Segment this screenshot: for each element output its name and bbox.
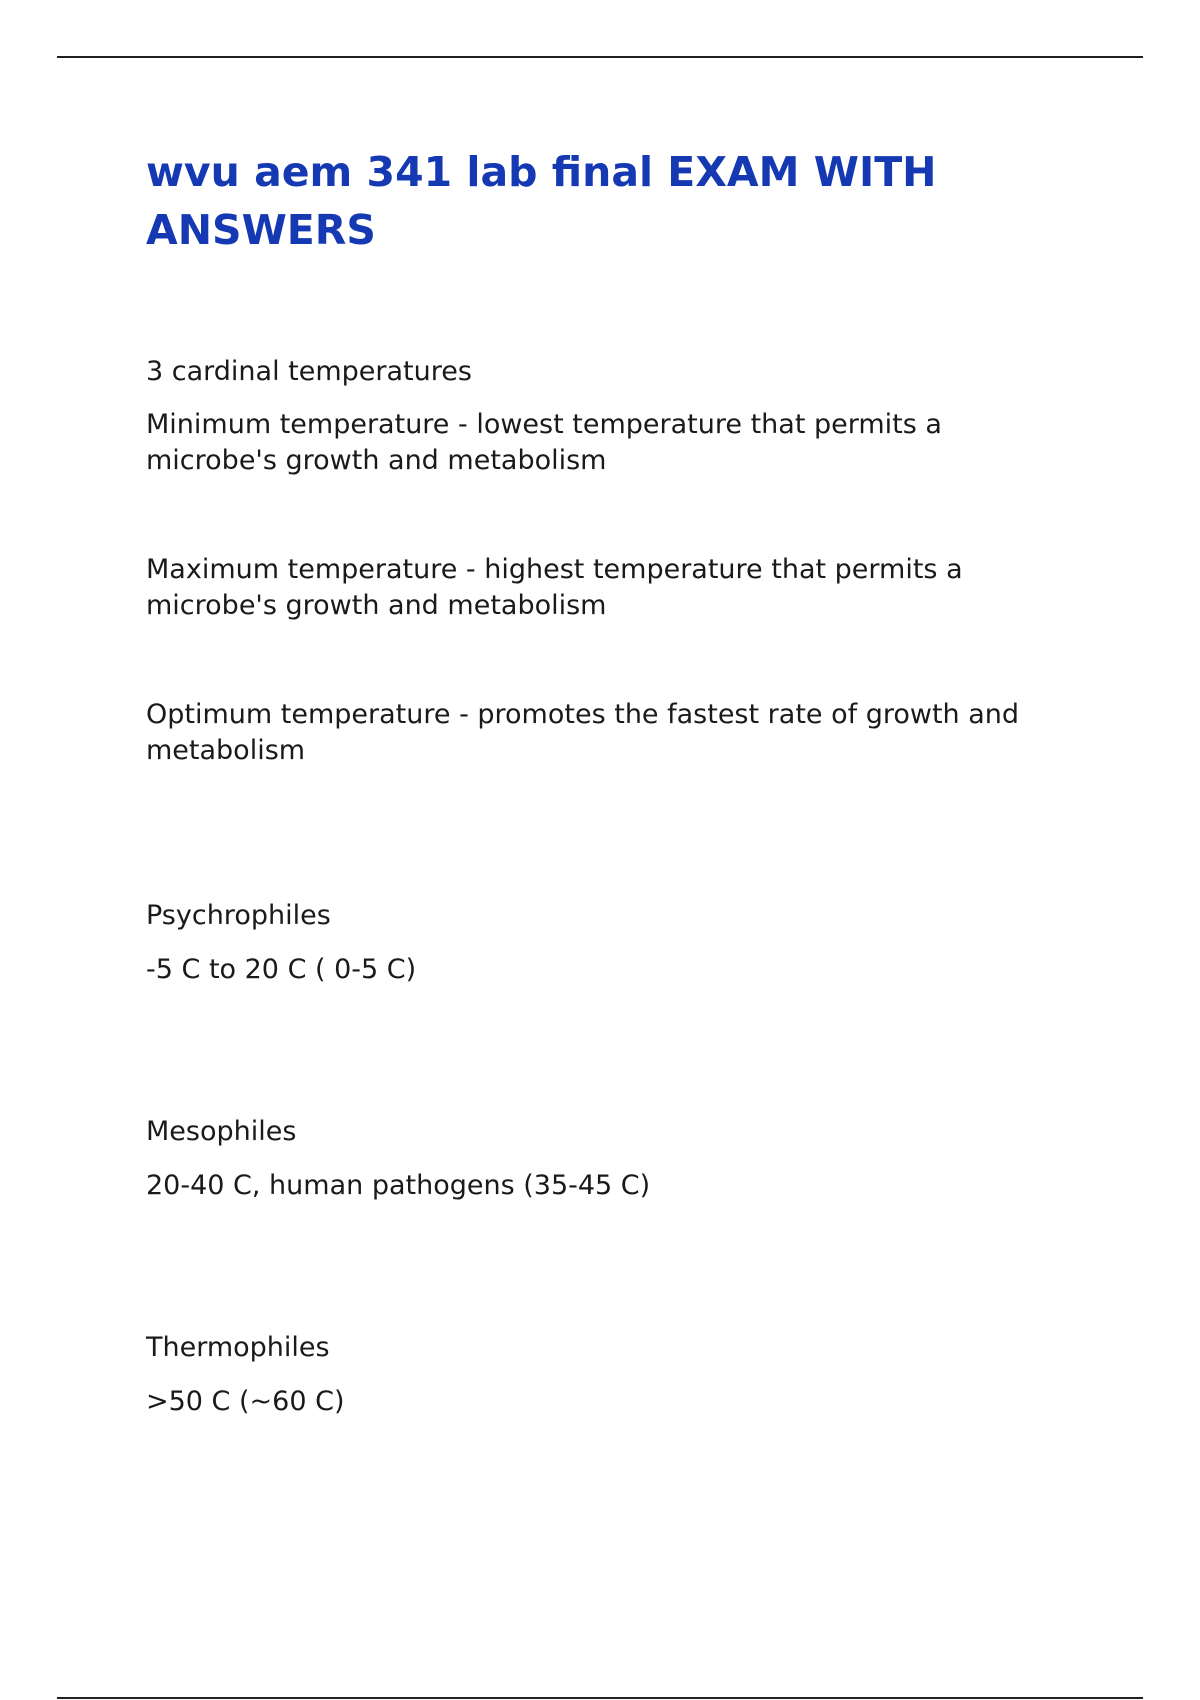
definition-paragraph-optimum [146,697,1086,769]
page-title: wvu aem 341 lab final EXAM WITH ANSWERS [146,148,937,254]
definition-line: Maximum temperature - highest temperature that permits a [146,554,963,585]
qa-item-mesophiles [146,1114,1086,1204]
qa-definition: 20-40 C, human pathogens (35-45 C) [146,1170,651,1201]
qa-definition: -5 C to 20 C ( 0-5 C) [146,954,417,985]
qa-term: Thermophiles [146,1332,330,1363]
qa-term: Psychrophiles [146,900,331,931]
definition-line: Optimum temperature - promotes the fastest rate of growth and [146,699,1020,730]
definition-paragraph-maximum [146,552,1086,624]
definition-line: microbe's growth and metabolism [146,590,607,621]
bottom-rule [57,1697,1143,1699]
qa-item-thermophiles [146,1330,1086,1420]
qa-definition [146,407,1086,769]
top-rule [57,56,1143,58]
definition-line: Minimum temperature - lowest temperature that permits a [146,409,942,440]
qa-definition: >50 C (~60 C) [146,1386,345,1417]
qa-term: 3 cardinal temperatures [146,356,472,387]
qa-term: Mesophiles [146,1116,297,1147]
qa-item-psychrophiles [146,898,1086,988]
definition-line: metabolism [146,735,306,766]
qa-item-cardinal-temperatures [146,354,1086,769]
definition-line: microbe's growth and metabolism [146,445,607,476]
definition-paragraph-minimum [146,407,1086,479]
